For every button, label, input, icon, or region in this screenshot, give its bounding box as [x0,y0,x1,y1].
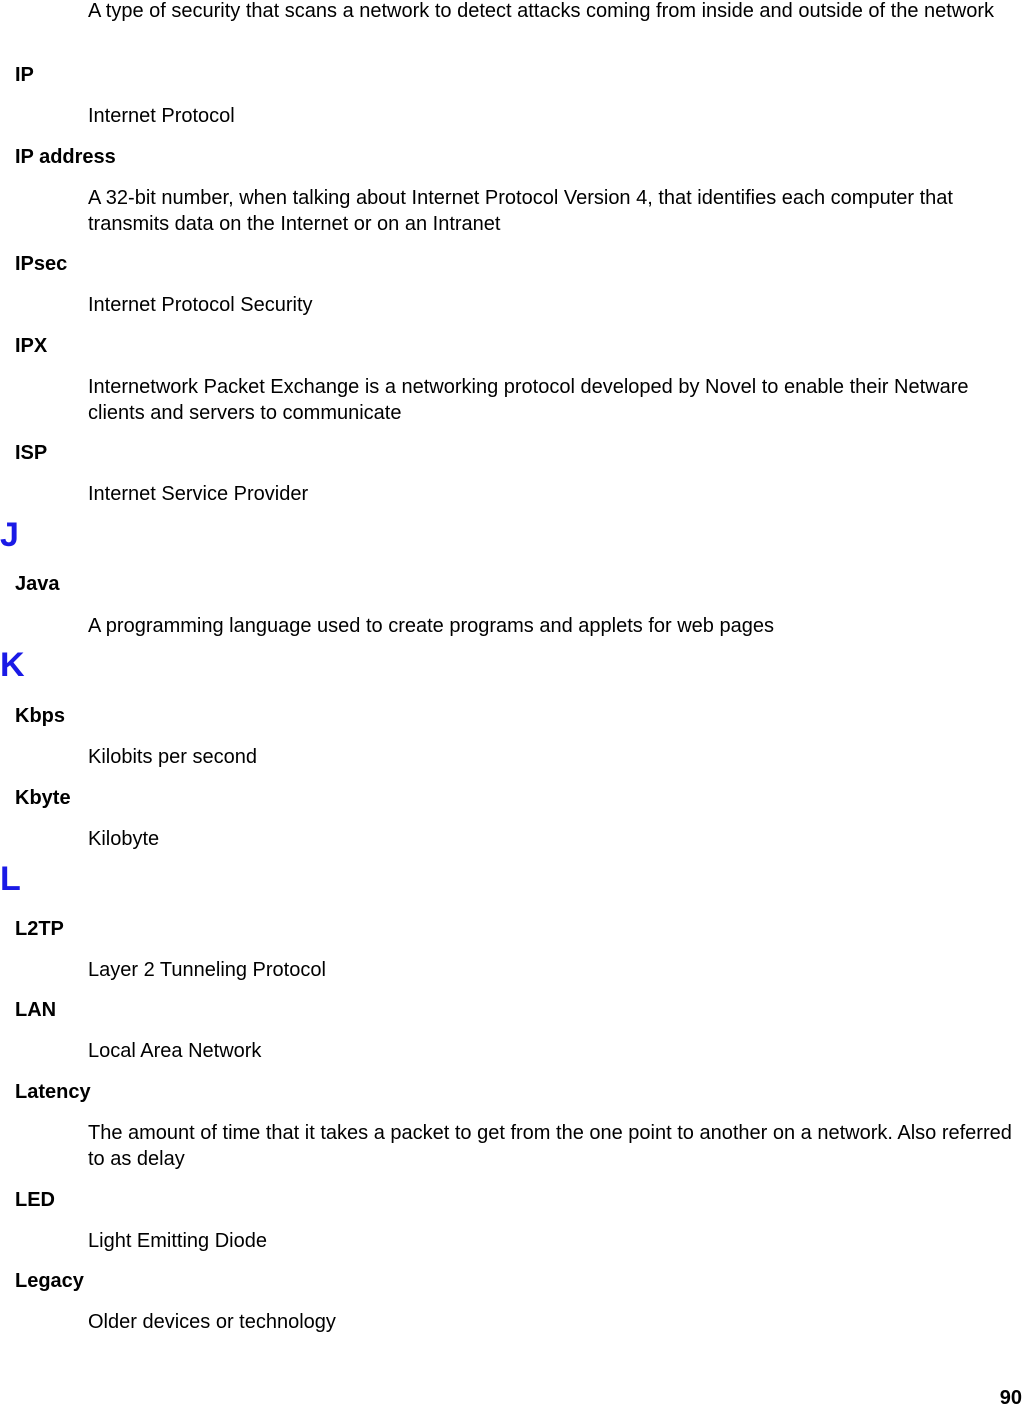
definition-latency: The amount of time that it takes a packet to get from the one point to another on a network. Also referred to as delay [88,1122,1012,1170]
term-led: LED [15,1189,55,1211]
term-l2tp: L2TP [15,918,64,940]
definition-ip-address: A 32-bit number, when talking about Internet Protocol Version 4, that identifies each computer that transmits data on the Internet or on an Intranet [88,187,953,235]
term-ipsec: IPsec [15,253,68,275]
term-isp: ISP [15,442,48,464]
definition-ipsec: Internet Protocol Security [88,294,313,316]
term-ip-address: IP address [15,146,116,168]
definition-java: A programming language used to create programs and applets for web pages [88,615,774,637]
section-letter-l: L [0,860,21,898]
term-ip: IP [15,64,34,86]
definition-legacy: Older devices or technology [88,1311,336,1333]
definition-continued: A type of security that scans a network to detect attacks coming from inside and outside of the network [88,0,995,22]
term-kbps: Kbps [15,705,65,727]
definition-ip: Internet Protocol [88,105,235,127]
definition-kbyte: Kilobyte [88,828,160,850]
section-letter-k: K [0,646,25,684]
definition-l2tp: Layer 2 Tunneling Protocol [88,959,326,981]
definition-kbps: Kilobits per second [88,746,257,768]
term-kbyte: Kbyte [15,787,71,809]
definition-ipx: Internetwork Packet Exchange is a networking protocol developed by Novel to enable their Netware clients and servers to communicate [88,376,969,424]
term-latency: Latency [15,1081,91,1103]
definition-isp: Internet Service Provider [88,483,309,505]
term-legacy: Legacy [15,1270,84,1292]
term-lan: LAN [15,999,57,1021]
term-java: Java [15,573,60,595]
section-letter-j: J [0,516,19,554]
definition-led: Light Emitting Diode [88,1230,267,1252]
definition-lan: Local Area Network [88,1040,262,1062]
term-ipx: IPX [15,335,48,357]
page-number: 90 [999,1387,1022,1409]
